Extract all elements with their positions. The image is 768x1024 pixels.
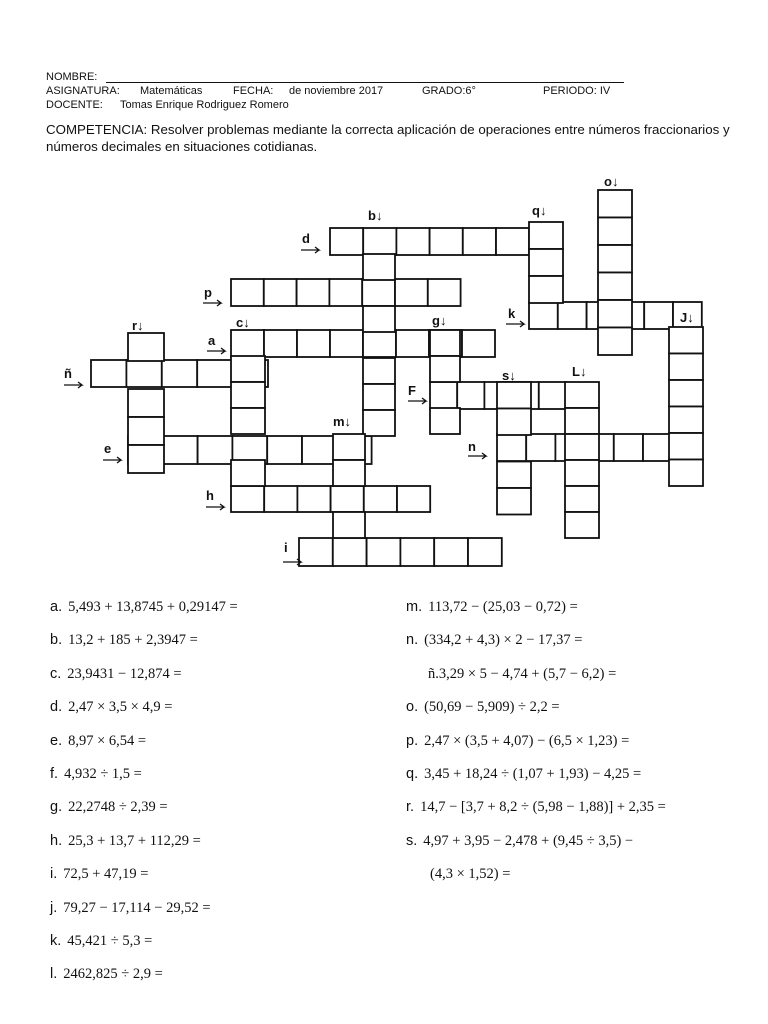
label-q: q↓: [532, 203, 547, 218]
crossword-cell-a[interactable]: [231, 330, 264, 357]
crossword-cell-nn[interactable]: [126, 360, 161, 387]
crossword-cell-g[interactable]: [430, 408, 460, 434]
crossword-cell-h[interactable]: [264, 486, 297, 512]
arrow-right-icon: [283, 559, 301, 565]
crossword-cell-f[interactable]: [430, 382, 457, 409]
clue-m: m. 113,72 − (25,03 − 0,72) =: [406, 599, 578, 615]
crossword-cell-j[interactable]: [669, 354, 703, 381]
docente-label: DOCENTE:: [46, 99, 103, 111]
crossword-cell-n[interactable]: [614, 434, 643, 461]
clue-n: n. (334,2 + 4,3) × 2 − 17,37 =: [406, 632, 583, 648]
crossword-cell-b[interactable]: [363, 254, 395, 280]
crossword-cell-o[interactable]: [598, 328, 632, 356]
competencia-text: Resolver problemas mediante la correcta aplicación de operaciones entre números fraccionarios y números decimales en situaciones cotidianas.: [46, 122, 730, 154]
label-b: b↓: [368, 208, 383, 223]
crossword-cell-p[interactable]: [264, 279, 297, 306]
label-g: g↓: [432, 313, 447, 328]
crossword-cell-a[interactable]: [363, 330, 396, 357]
crossword-cell-nn[interactable]: [162, 360, 197, 387]
crossword-cell-o[interactable]: [598, 190, 632, 218]
crossword-cell-p[interactable]: [428, 279, 461, 306]
crossword-cell-e[interactable]: [163, 436, 198, 464]
crossword-cell-s[interactable]: [497, 409, 531, 436]
label-a: a: [208, 333, 216, 348]
crossword-cell-e[interactable]: [267, 436, 302, 464]
crossword-cell-m[interactable]: [333, 512, 365, 538]
clue-e: e. 8,97 × 6,54 =: [50, 733, 147, 749]
label-c: c↓: [236, 315, 250, 330]
crossword-cell-p[interactable]: [297, 279, 330, 306]
crossword-cell-a[interactable]: [462, 330, 495, 357]
clue-p: p. 2,47 × (3,5 + 4,07) − (6,5 × 1,23) =: [406, 733, 630, 749]
crossword-cell-a[interactable]: [396, 330, 429, 357]
label-n: n: [468, 439, 476, 454]
label-o: o↓: [604, 174, 619, 189]
crossword-cell-r[interactable]: [128, 445, 164, 473]
crossword-cell-e[interactable]: [302, 436, 337, 464]
clue-k: k. 45,421 ÷ 5,3 =: [50, 933, 153, 949]
clue-s: s. 4,97 + 3,95 − 2,478 + (9,45 ÷ 3,5) −: [406, 833, 634, 849]
fecha-label: FECHA:: [233, 85, 274, 97]
crossword-cell-j[interactable]: [669, 407, 703, 434]
arrow-right-icon: [103, 457, 121, 463]
crossword-cell-f[interactable]: [539, 382, 566, 409]
crossword-cell-e[interactable]: [198, 436, 233, 464]
crossword-cell-b[interactable]: [363, 306, 395, 332]
crossword-cell-r[interactable]: [128, 333, 164, 361]
crossword-cell-c[interactable]: [231, 460, 265, 486]
crossword-cell-n[interactable]: [526, 434, 555, 461]
crossword-cell-i[interactable]: [367, 538, 401, 566]
clue-d: d. 2,47 × 3,5 × 4,9 =: [50, 699, 173, 715]
crossword-cell-i[interactable]: [434, 538, 468, 566]
crossword-cell-c[interactable]: [231, 408, 265, 434]
crossword-cell-o[interactable]: [598, 273, 632, 301]
crossword-cell-m[interactable]: [333, 460, 365, 486]
arrow-right-icon: [301, 247, 319, 253]
crossword-cell-b[interactable]: [363, 410, 395, 436]
crossword-cell-h[interactable]: [331, 486, 364, 512]
clue-o: o. (50,69 − 5,909) ÷ 2,2 =: [406, 699, 560, 715]
crossword-cell-f[interactable]: [457, 382, 484, 409]
label-nn: ñ: [64, 366, 72, 381]
clue-b: b. 13,2 + 185 + 2,3947 =: [50, 632, 198, 648]
crossword-cell-q[interactable]: [529, 249, 563, 276]
crossword-cell-l[interactable]: [565, 486, 599, 512]
arrow-right-icon: [207, 348, 225, 354]
label-p: p: [204, 285, 212, 300]
label-i: i: [284, 540, 288, 555]
crossword-cell-g[interactable]: [430, 356, 460, 382]
label-r: r↓: [132, 318, 144, 333]
clue-nn: ñ.3,29 × 5 − 4,74 + (5,7 − 6,2) =: [428, 666, 617, 682]
crossword-cell-p[interactable]: [362, 279, 395, 306]
crossword-cell-h[interactable]: [397, 486, 430, 512]
crossword-cell-l[interactable]: [565, 460, 599, 486]
clue-i: i. 72,5 + 47,19 =: [50, 866, 149, 882]
crossword-cell-q[interactable]: [529, 276, 563, 303]
arrow-right-icon: [203, 300, 221, 306]
crossword-cell-o[interactable]: [598, 245, 632, 273]
arrow-right-icon: [206, 504, 224, 510]
crossword-cell-d[interactable]: [330, 228, 363, 255]
grado: GRADO:6°: [422, 85, 476, 97]
clue-a: a. 5,493 + 13,8745 + 0,29147 =: [50, 599, 238, 615]
clue-r: r. 14,7 − [3,7 + 8,2 ÷ (5,98 − 1,88)] + 2,35 =: [406, 799, 666, 815]
label-k: k: [508, 306, 516, 321]
crossword-cell-n[interactable]: [497, 434, 526, 461]
crossword-cell-r[interactable]: [128, 389, 164, 417]
clue-f: f. 4,932 ÷ 1,5 =: [50, 766, 142, 782]
crossword-cell-g[interactable]: [430, 330, 460, 356]
crossword-cell-h[interactable]: [364, 486, 397, 512]
label-s: s↓: [502, 368, 516, 383]
arrow-right-icon: [408, 398, 426, 404]
crossword-cell-j[interactable]: [669, 460, 703, 487]
crossword-cell-l[interactable]: [565, 434, 599, 460]
crossword-cell-h[interactable]: [231, 486, 264, 512]
clue-q: q. 3,45 + 18,24 ÷ (1,07 + 1,93) − 4,25 =: [406, 766, 642, 782]
clue-j: j. 79,27 − 17,114 − 29,52 =: [50, 900, 211, 916]
crossword-cell-c[interactable]: [231, 382, 265, 408]
crossword-cell-h[interactable]: [297, 486, 330, 512]
crossword-cell-i[interactable]: [299, 538, 333, 566]
crossword-cell-o[interactable]: [598, 300, 632, 328]
crossword-cell-a[interactable]: [297, 330, 330, 357]
crossword-cell-a[interactable]: [330, 330, 363, 357]
crossword-cell-d[interactable]: [463, 228, 496, 255]
crossword-cell-k[interactable]: [529, 302, 558, 329]
crossword-cell-j[interactable]: [669, 380, 703, 407]
crossword-cell-nn[interactable]: [91, 360, 126, 387]
fecha-value: de noviembre 2017: [289, 85, 384, 97]
crossword-cell-s[interactable]: [497, 462, 531, 489]
asignatura-value: Matemáticas: [140, 85, 203, 97]
label-h: h: [206, 488, 214, 503]
label-e: e: [104, 441, 112, 456]
crossword-cell-s[interactable]: [497, 488, 531, 515]
asignatura-label: ASIGNATURA:: [46, 85, 120, 97]
crossword-cell-o[interactable]: [598, 218, 632, 246]
crossword-cell-q[interactable]: [529, 222, 563, 249]
crossword-cell-s[interactable]: [497, 382, 531, 409]
crossword-cell-nn[interactable]: [197, 360, 232, 387]
crossword-cell-p[interactable]: [231, 279, 264, 306]
crossword-cell-d[interactable]: [496, 228, 529, 255]
clue-c: c. 23,9431 − 12,874 =: [50, 666, 182, 682]
arrow-right-icon: [64, 382, 82, 388]
competencia-label: COMPETENCIA:: [46, 122, 148, 137]
clue-s-continued: (4,3 × 1,52) =: [430, 866, 511, 882]
crossword-cell-d[interactable]: [363, 228, 396, 255]
clue-h: h. 25,3 + 13,7 + 112,29 =: [50, 833, 201, 849]
label-m: m↓: [333, 414, 352, 429]
arrow-right-icon: [506, 321, 524, 327]
crossword-cell-d[interactable]: [430, 228, 463, 255]
crossword-cell-b[interactable]: [363, 384, 395, 410]
crossword-cell-d[interactable]: [396, 228, 429, 255]
crossword-cell-r[interactable]: [128, 417, 164, 445]
periodo: PERIODO: IV: [543, 85, 611, 97]
crossword-cell-c[interactable]: [231, 356, 265, 382]
crossword-cell-i[interactable]: [468, 538, 502, 566]
crossword-cell-p[interactable]: [329, 279, 362, 306]
docente-value: Tomas Enrique Rodriguez Romero: [120, 99, 289, 111]
clue-g: g. 22,2748 ÷ 2,39 =: [50, 799, 168, 815]
label-l: L↓: [572, 364, 587, 379]
crossword-cell-j[interactable]: [669, 433, 703, 460]
crossword-cell-b[interactable]: [363, 358, 395, 384]
crossword-cell-l[interactable]: [565, 408, 599, 434]
crossword-cell-a[interactable]: [264, 330, 297, 357]
crossword-cell-k[interactable]: [644, 302, 673, 329]
label-j: J↓: [680, 310, 694, 325]
nombre-label: NOMBRE:: [46, 71, 98, 83]
crossword-cell-n[interactable]: [643, 434, 672, 461]
crossword-cell-l[interactable]: [565, 382, 599, 408]
crossword-cell-i[interactable]: [333, 538, 367, 566]
clue-l: l. 2462,825 ÷ 2,9 =: [50, 966, 163, 982]
crossword-cell-j[interactable]: [669, 327, 703, 354]
label-f: F: [408, 383, 416, 398]
crossword-cell-m[interactable]: [333, 434, 365, 460]
crossword-cell-i[interactable]: [400, 538, 434, 566]
label-d: d: [302, 231, 310, 246]
crossword-cell-p[interactable]: [395, 279, 428, 306]
crossword-cell-l[interactable]: [565, 512, 599, 538]
crossword-cell-k[interactable]: [558, 302, 587, 329]
